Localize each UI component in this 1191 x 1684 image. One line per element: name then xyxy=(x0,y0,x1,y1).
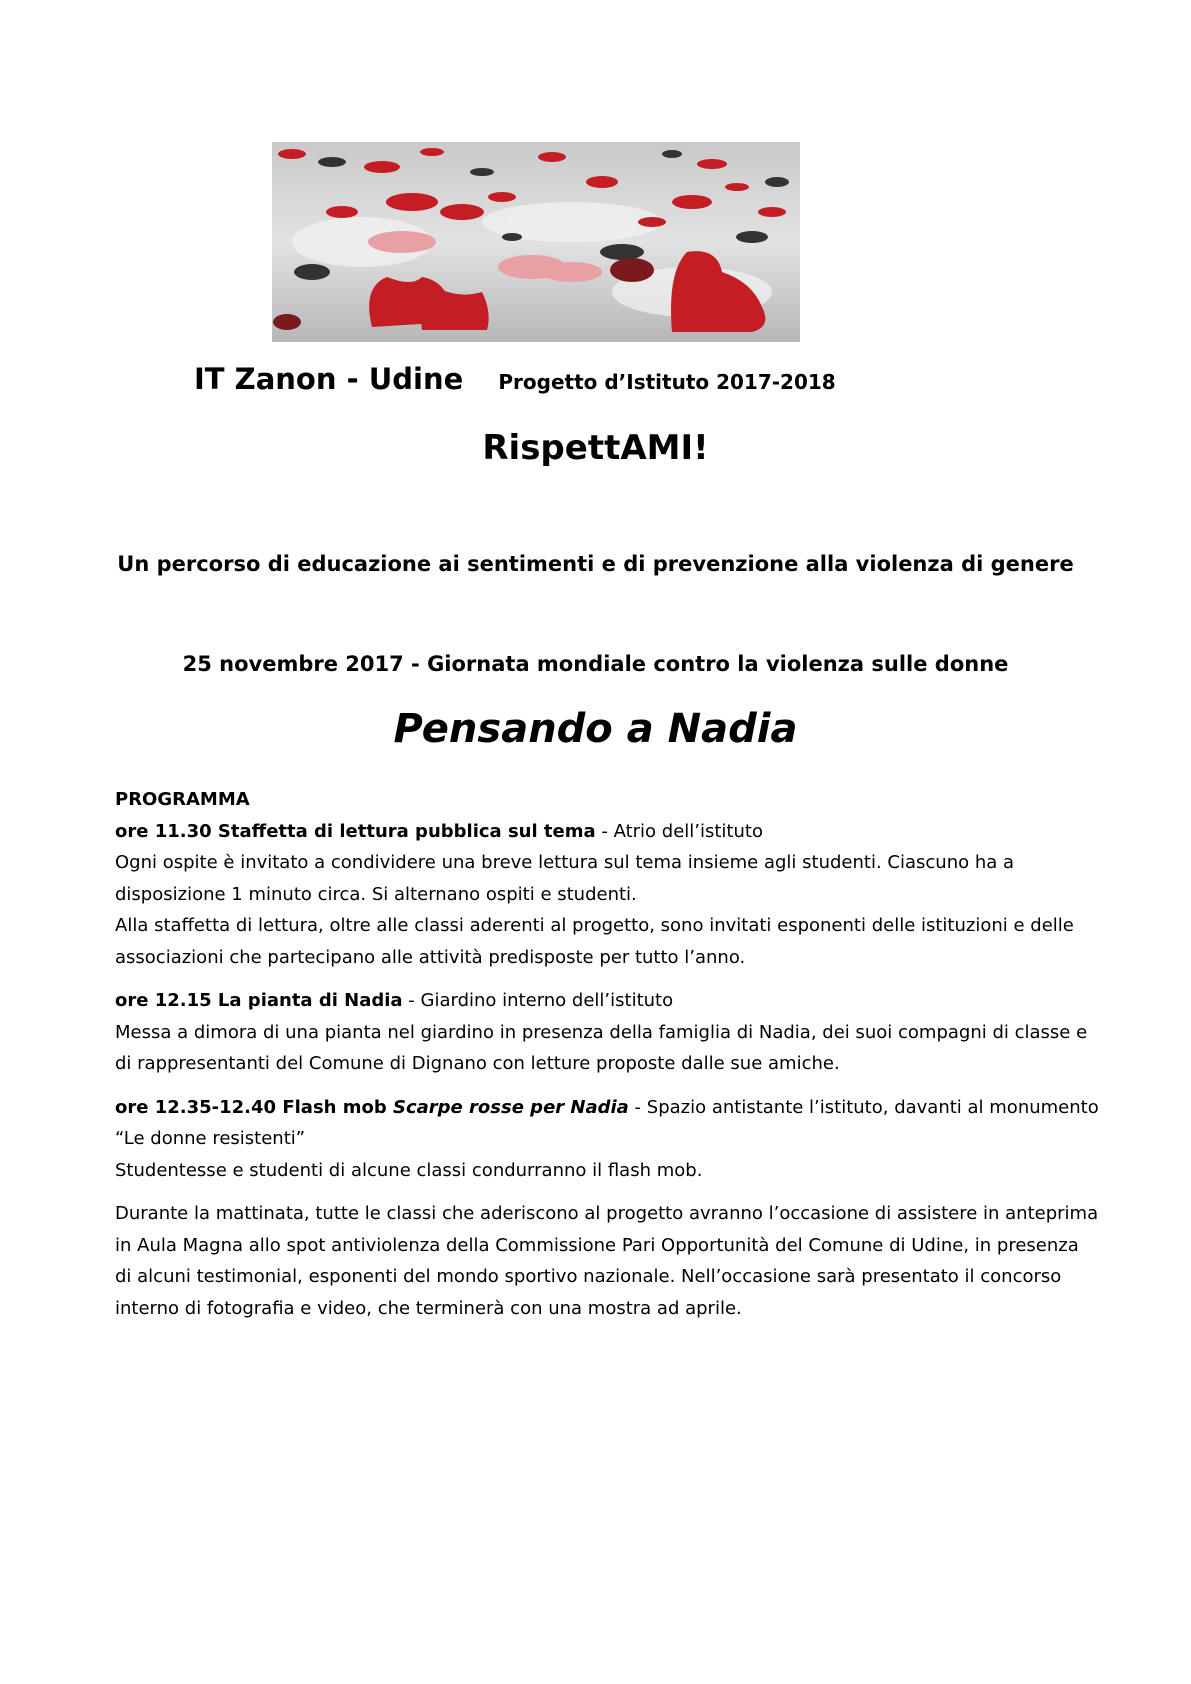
date-line: 25 novembre 2017 - Giornata mondiale contro la violenza sulle donne xyxy=(182,652,1009,676)
item2-text: Messa a dimora di una pianta nel giardino in presenza della famiglia di Nadia, dei suoi compagni di classe e di rappresentanti del Comune di Dignano con letture proposte dalle sue amiche. xyxy=(115,1021,1088,1074)
header-line xyxy=(194,362,994,412)
item2-location: - Giardino interno dell’istituto xyxy=(402,990,674,1011)
project-years: 2017-2018 xyxy=(716,370,836,394)
program-section xyxy=(115,784,1100,1336)
school-name: IT Zanon - Udine xyxy=(194,362,464,396)
item1-title: ore 11.30 Staffetta di lettura pubblica sul tema xyxy=(115,820,596,842)
red-shoes-photo xyxy=(272,142,800,342)
item3-title: ore 12.35-12.40 Flash mob xyxy=(115,1096,394,1118)
program-closing: Durante la mattinata, tutte le classi che aderiscono al progetto avranno l’occasione di assistere in anteprima in Aula Magna allo spot antiviolenza della Commissione Pari Opportunità del Comune di Udine, in presenza di alcuni testimonial, esponenti del mondo sportivo nazionale. Nell’occasione sarà presentato il concorso interno di fotografia e video, che terminerà con una mostra ad aprile. xyxy=(115,1203,1099,1319)
program-heading-text: PROGRAMMA xyxy=(115,789,250,810)
item3-location: - Spazio antistante l’istituto, davanti al monumento “Le donne resistenti” xyxy=(115,1096,1099,1149)
event-title: Pensando a Nadia xyxy=(393,706,798,752)
subtitle: Un percorso di educazione ai sentimenti e di prevenzione alla violenza di genere xyxy=(117,552,1074,576)
program-heading xyxy=(115,784,1100,816)
program-item-1 xyxy=(115,816,1100,974)
item2-title: ore 12.15 La pianta di Nadia xyxy=(115,990,403,1011)
item1-text2: Alla staffetta di lettura, oltre alle classi aderenti al progetto, sono invitati esponenti delle istituzioni e delle associazioni che partecipano alle attività predisposte per tutto l’anno. xyxy=(115,915,1074,968)
program-item-3 xyxy=(115,1092,1100,1187)
project-label-text: Progetto d’Istituto xyxy=(498,370,710,394)
project-label xyxy=(498,370,835,394)
program-item-2 xyxy=(115,985,1100,1080)
item1-text1: Ogni ospite è invitato a condividere una breve lettura sul tema insieme agli studenti. Ciascuno ha a disposizione 1 minuto circa. Si alternano ospiti e studenti. xyxy=(115,852,1015,905)
page-title: RispettAMI! xyxy=(482,428,709,468)
item1-location: - Atrio dell’istituto xyxy=(595,820,763,842)
item3-text: Studentesse e studenti di alcune classi condurranno il flash mob. xyxy=(115,1159,703,1181)
item3-italic-title: Scarpe rosse per Nadia xyxy=(393,1096,629,1118)
